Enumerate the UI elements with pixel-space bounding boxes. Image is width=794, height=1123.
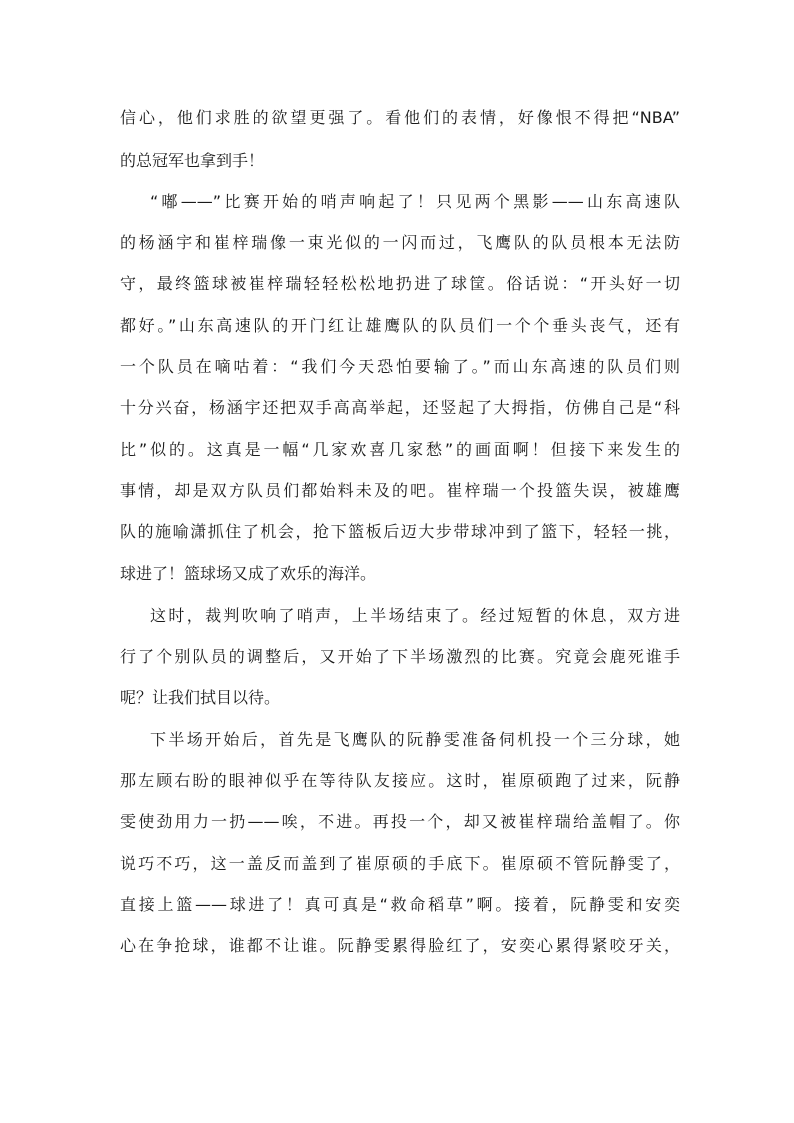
text-line: 直接上篮——球进了！真可真是“救命稻草”啊。接着，阮静雯和安奕 bbox=[120, 895, 680, 914]
text-line: 都好。”山东高速队的开门红让雄鹰队的队员们一个个垂头丧气，还有 bbox=[120, 316, 680, 335]
text-line: 心在争抢球，谁都不让谁。阮静雯累得脸红了，安奕心累得紧咬牙关， bbox=[120, 936, 680, 955]
paragraph-first-line: 下半场开始后，首先是飞鹰队的阮静雯准备伺机投一个三分球，她 bbox=[150, 730, 680, 749]
text-line: 呢？让我们拭目以待。 bbox=[120, 688, 281, 707]
text-line: 队的施喻潇抓住了机会，抢下篮板后迈大步带球冲到了篮下，轻轻一挑， bbox=[120, 522, 680, 541]
text-line: 十分兴奋，杨涵宇还把双手高高举起，还竖起了大拇指，仿佛自己是“科 bbox=[120, 398, 680, 417]
text-line: 雯使劲用力一扔——唉，不进。再投一个，却又被崔梓瑞给盖帽了。你 bbox=[120, 812, 680, 831]
text-line: 那左顾右盼的眼神似乎在等待队友接应。这时，崔原硕跑了过来，阮静 bbox=[120, 771, 680, 790]
text-line: 信心，他们求胜的欲望更强了。看他们的表情，好像恨不得把“NBA” bbox=[120, 108, 680, 127]
text-line: 一个队员在嘀咕着：“我们今天恐怕要输了。”而山东高速的队员们则 bbox=[120, 357, 680, 376]
text-line: 说巧不巧，这一盖反而盖到了崔原硕的手底下。崔原硕不管阮静雯了， bbox=[120, 854, 680, 873]
text-line: 的杨涵宇和崔梓瑞像一束光似的一闪而过，飞鹰队的队员根本无法防 bbox=[120, 233, 680, 252]
text-line: 球进了！篮球场又成了欢乐的海洋。 bbox=[120, 564, 377, 583]
text-line: 行了个别队员的调整后，又开始了下半场激烈的比赛。究竟会鹿死谁手 bbox=[120, 647, 680, 666]
text-line: 比”似的。这真是一幅“几家欢喜几家愁”的画面啊！但接下来发生的 bbox=[120, 440, 680, 459]
text-line: 的总冠军也拿到手！ bbox=[120, 151, 265, 170]
text-line: 守，最终篮球被崔梓瑞轻轻松松地扔进了球筐。俗话说：“开头好一切 bbox=[120, 274, 680, 293]
paragraph-first-line: “嘟——”比赛开始的哨声响起了！只见两个黑影——山东高速队 bbox=[150, 192, 680, 211]
paragraph-first-line: 这时，裁判吹响了哨声，上半场结束了。经过短暂的休息，双方进 bbox=[150, 606, 680, 625]
text-line: 事情，却是双方队员们都始料未及的吧。崔梓瑞一个投篮失误，被雄鹰 bbox=[120, 481, 680, 500]
